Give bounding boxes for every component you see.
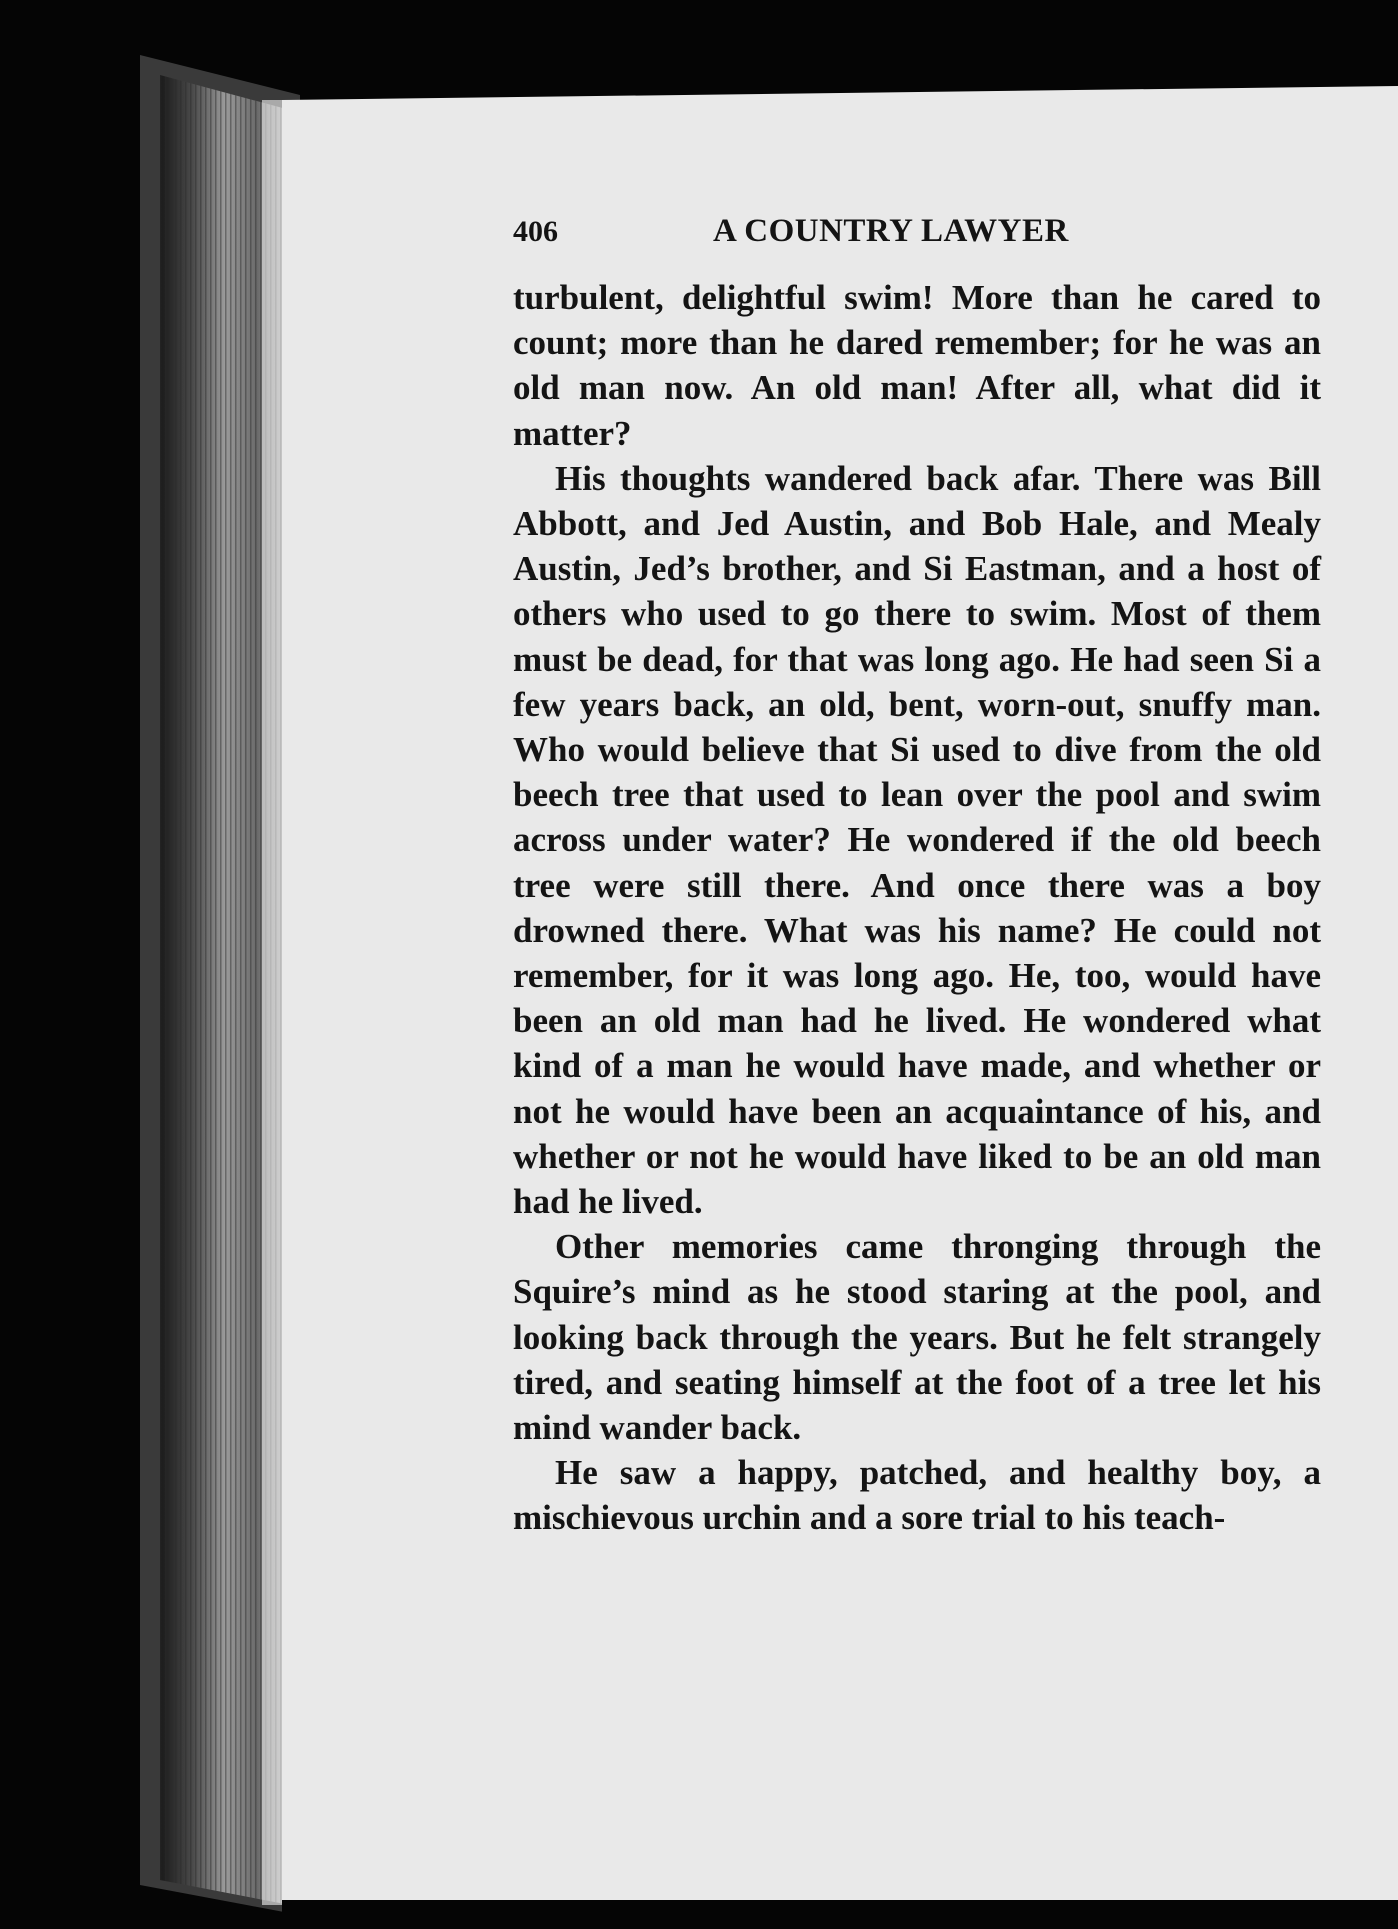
page-stack-edge xyxy=(140,55,300,1915)
running-head xyxy=(513,205,1321,275)
page-content xyxy=(513,205,1321,1541)
paragraph: Other memories came thronging through the Squire’s mind as he stood staring at the pool, and looking back through the years. But he felt strangely tired, and seating himself at the foot of a tree let his mind wander back. xyxy=(513,1227,1321,1448)
paragraph: He saw a happy, patched, and healthy boy, a mischievous urchin and a sore trial to his teach- xyxy=(513,1453,1321,1538)
paragraph: His thoughts wandered back afar. There was Bill Abbott, and Jed Austin, and Bob Hale, and Mealy Austin, Jed’s brother, and Si Eastman, and a host of others who used to go there to swim. Most of them must be dead, for that was long ago. He had seen Si a few years back, an old, bent, worn-out, snuffy man. Who would believe that Si used to dive from the old beech tree that used to lean over the pool and swim across under water? He wondered if the old beech tree were still there. And once there was a boy drowned there. What was his name? He could not remember, for it was long ago. He, too, would have been an old man had he lived. He wondered what kind of a man he would have made, and whether or not he would have been an acquaintance of his, and whether or not he would have liked to be an old man had he lived. xyxy=(513,458,1321,1222)
page-number: 406 xyxy=(513,215,558,248)
paragraph: turbulent, delightful swim! More than he cared to count; more than he dared remember; for he was an old man now. An old man! After all, what did it matter? xyxy=(513,278,1321,453)
running-title: A COUNTRY LAWYER xyxy=(713,213,1069,249)
